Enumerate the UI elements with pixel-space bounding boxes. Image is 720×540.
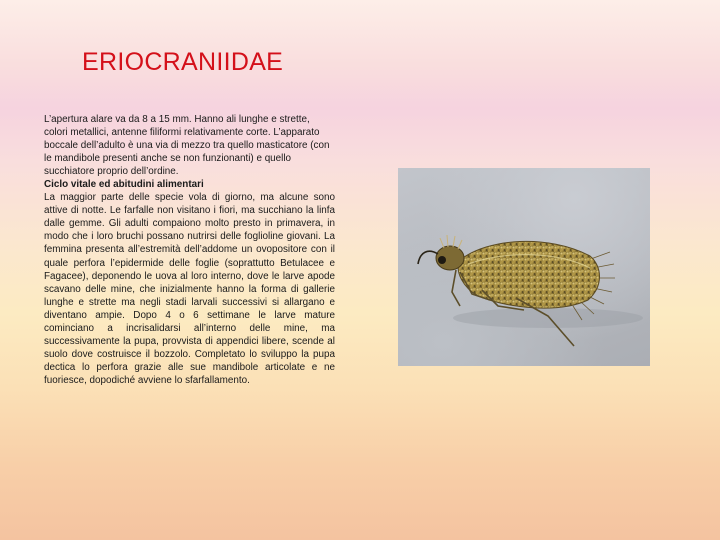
moth-eye [438,256,446,264]
slide-title: ERIOCRANIIDAE [82,48,284,76]
moth-illustration [398,168,650,366]
moth-photo [398,168,650,366]
body-text [44,113,335,387]
lifecycle-paragraph: La maggior parte delle specie vola di giorno, ma alcune sono attive di notte. Le farfalle non visitano i fiori, ma succhiano la linfa dalle gemme. Gli adulti compaiono molto presto in primavera, in modo che i loro bruchi possano nutrirsi delle foglioline giovani. La femmina presenta all’estremità dell’addome un ovopositore con il quale perfora l’epidermide delle foglie (soprattutto Betulacee e Fagacee), deponendo le uova al loro interno, dove le larve apode scavano delle mine, che inizialmente hanno la forma di gallerie lunghe e strette ma negli stadi larvali successivi si allargano e diventano ampie. Dopo 4 o 6 settimane le larve mature cominciano a incrisalidarsi all’interno delle mine, ma successivamente la pupa, provvista di appendici libere, scende al suolo dove costruisce il bozzolo. Completato lo sviluppo la pupa dectica lo perfora grazie alle sue mandibole articolate e ne fuoriesce, dopodiché avviene lo sfarfallamento. [44,192,335,386]
moth-antenna [418,251,438,264]
moth-wing [458,241,599,308]
intro-paragraph: L’apertura alare va da 8 a 15 mm. Hanno ali lunghe e strette, colori metallici, antenne filiformi relativamente corte. L’apparato boccale dell’adulto è una via di mezzo tra quello masticatore (con le mandibole presenti anche se non funzionanti) e quello succhiatore proprio dell’ordine. [44,114,330,178]
section-subheading: Ciclo vitale ed abitudini alimentari [44,179,204,191]
